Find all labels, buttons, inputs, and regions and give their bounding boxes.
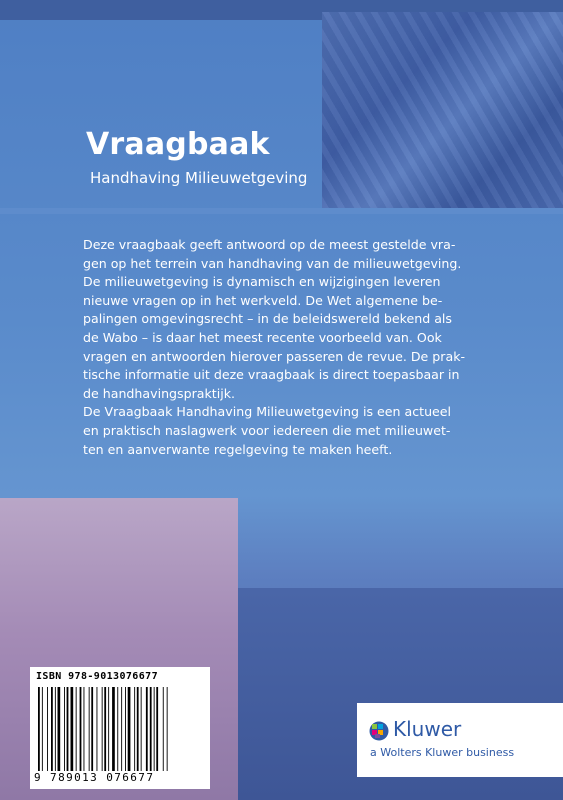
middle-band bbox=[0, 208, 563, 214]
isbn-text: ISBN 978-9013076677 bbox=[36, 671, 158, 682]
barcode-label bbox=[30, 667, 210, 789]
blurb-line: de Wabo – is daar het meest recente voorbeeld van. Ook bbox=[83, 329, 442, 345]
blurb-line: nieuwe vragen op in het werkveld. De Wet algemene be- bbox=[83, 292, 443, 308]
decorative-photo-top-right bbox=[322, 12, 563, 208]
book-title: Vraagbaak bbox=[86, 127, 270, 162]
blurb-line: vragen en antwoorden hierover passeren de revue. De prak- bbox=[83, 348, 466, 364]
blurb-line: ten en aanverwante regelgeving te maken heeft. bbox=[83, 441, 393, 457]
blurb-line: de handhavingspraktijk. bbox=[83, 385, 236, 401]
blurb-line: De Vraagbaak Handhaving Milieuwetgeving is een actueel bbox=[83, 404, 452, 420]
book-subtitle: Handhaving Milieuwetgeving bbox=[90, 169, 308, 187]
publisher-name: Kluwer bbox=[393, 717, 462, 741]
blurb-line: palingen omgevingsrecht – in de beleidswereld bekend als bbox=[83, 311, 452, 327]
publisher-tagline: a Wolters Kluwer business bbox=[370, 746, 515, 759]
blurb-line: Deze vraagbaak geeft antwoord op de meest gestelde vra- bbox=[83, 237, 456, 252]
barcode-number: 9 789013 076677 bbox=[34, 771, 155, 784]
blurb-text bbox=[83, 236, 483, 459]
blurb-line: De milieuwetgeving is dynamisch en wijzigingen leveren bbox=[83, 274, 441, 290]
blurb-line: tische informatie uit deze vraagbaak is direct toepasbaar in bbox=[83, 367, 460, 383]
publisher-logo-box bbox=[357, 703, 563, 777]
blurb-line: en praktisch naslagwerk voor iedereen die met milieuwet- bbox=[83, 422, 451, 438]
blurb-line: gen op het terrein van handhaving van de milieuwetgeving. bbox=[83, 255, 462, 271]
wolters-kluwer-globe-icon bbox=[369, 721, 389, 741]
barcode-icon bbox=[38, 687, 202, 771]
